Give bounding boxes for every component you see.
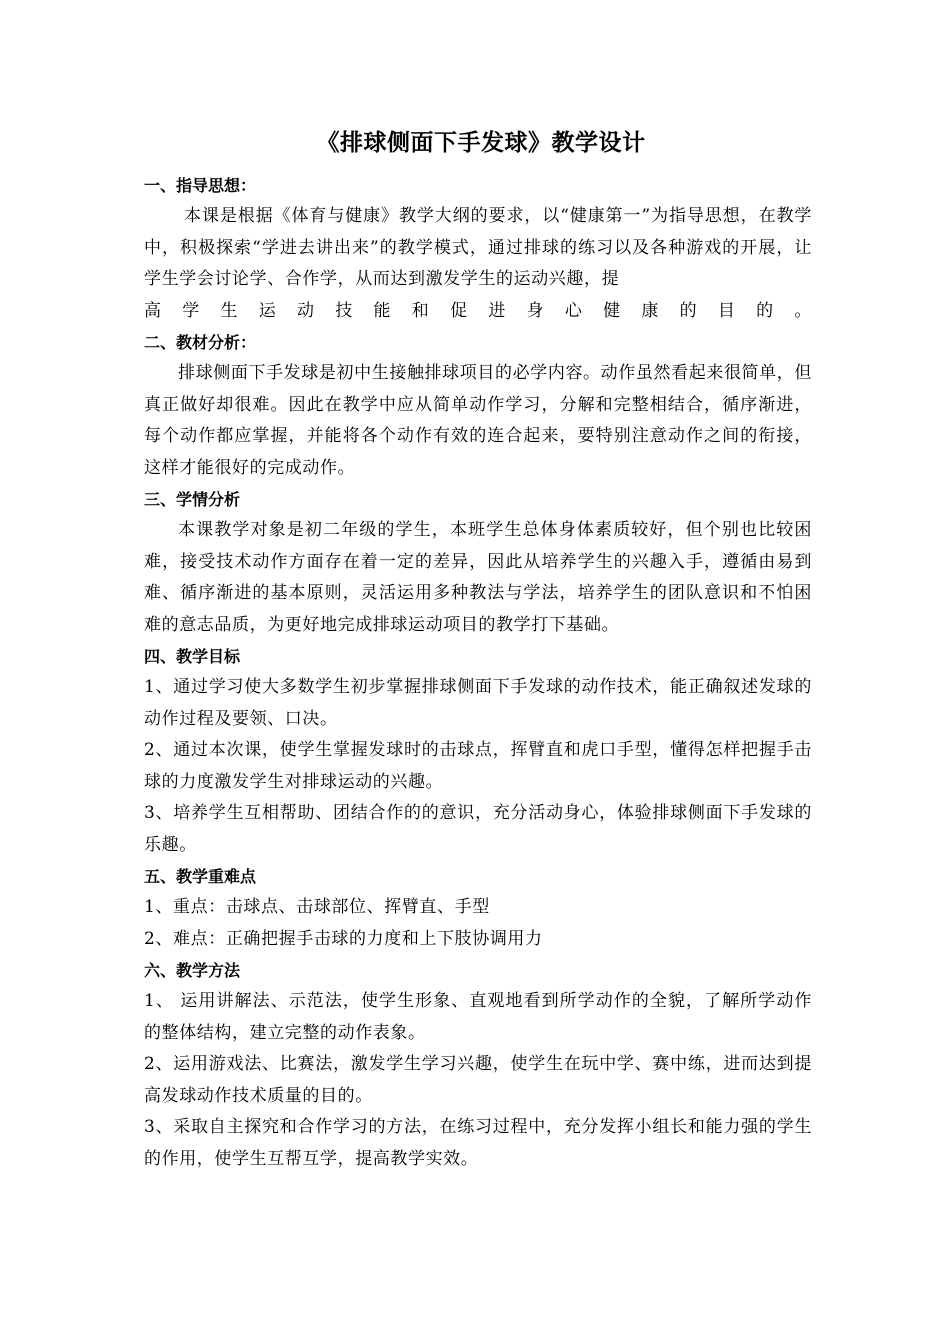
section-student-analysis [144,484,812,641]
section-teaching-objectives [144,641,812,861]
list-item: 3、培养学生互相帮助、团结合作的的意识，充分活动身心，体验排球侧面下手发球的乐趣。 [144,803,812,855]
list-item: 2、通过本次课，使学生掌握发球时的击球点，挥臂直和虎口手型，懂得怎样把握手击球的力度激发学生对排球运动的兴趣。 [144,740,812,792]
section-guiding-thought [144,170,812,327]
document-page [144,126,812,1175]
section-heading: 四、教学目标 [144,647,241,666]
section-paragraph: 本课教学对象是初二年级的学生，本班学生总体身体素质较好，但个别也比较困难，接受技术动作方面存在着一定的差异，因此从培养学生的兴趣入手，遵循由易到难、循序渐进的基本原则，灵活运用多种教法与学法，培养学生的团队意识和不怕困难的意志品质，为更好地完成排球运动项目的教学打下基础。 [144,520,812,635]
section-key-difficult-points [144,861,812,955]
section-paragraph: 本课是根据《体育与健康》教学大纲的要求，以“健康第一”为指导思想，在教学中，积极探索“学进去讲出来”的教学模式，通过排球的练习以及各种游戏的开展，让学生学会讨论学、合作学，从而达到激发学生的运动兴趣，提 [144,206,812,289]
list-item: 2、运用游戏法、比赛法，激发学生学习兴趣，使学生在玩中学、赛中练，进而达到提高发球动作技术质量的目的。 [144,1054,812,1106]
section-paragraph: 排球侧面下手发球是初中生接触排球项目的必学内容。动作虽然看起来很简单，但真正做好却很难。因此在教学中应从简单动作学习，分解和完整相结合，循序渐进，每个动作都应掌握，并能将各个动作有效的连合起来，要特别注意动作之间的衔接，这样才能很好的完成动作。 [144,363,812,478]
list-item: 2、难点：正确把握手击球的力度和上下肢协调用力 [144,928,543,949]
section-heading: 一、指导思想： [144,176,257,195]
list-item: 3、采取自主探究和合作学习的方法，在练习过程中，充分发挥小组长和能力强的学生的作用，使学生互帮互学，提高教学实效。 [144,1117,812,1169]
section-paragraph: 高学生运动技能和促进身心健康的目的。 [144,300,812,321]
section-teaching-methods [144,955,812,1175]
list-item: 1、通过学习使大多数学生初步掌握排球侧面下手发球的动作技术，能正确叙述发球的动作过程及要领、口决。 [144,677,812,729]
section-heading: 二、教材分析： [144,333,257,352]
document-title: 《排球侧面下手发球》教学设计 [316,130,646,156]
section-material-analysis [144,327,812,484]
section-heading: 三、学情分析 [144,490,241,509]
list-item: 1、 运用讲解法、示范法，使学生形象、直观地看到所学动作的全貌，了解所学动作的整体结构，建立完整的动作表象。 [144,991,812,1043]
section-heading: 六、教学方法 [144,961,241,980]
section-heading: 五、教学重难点 [144,867,257,886]
list-item: 1、重点：击球点、击球部位、挥臂直、手型 [144,897,490,917]
